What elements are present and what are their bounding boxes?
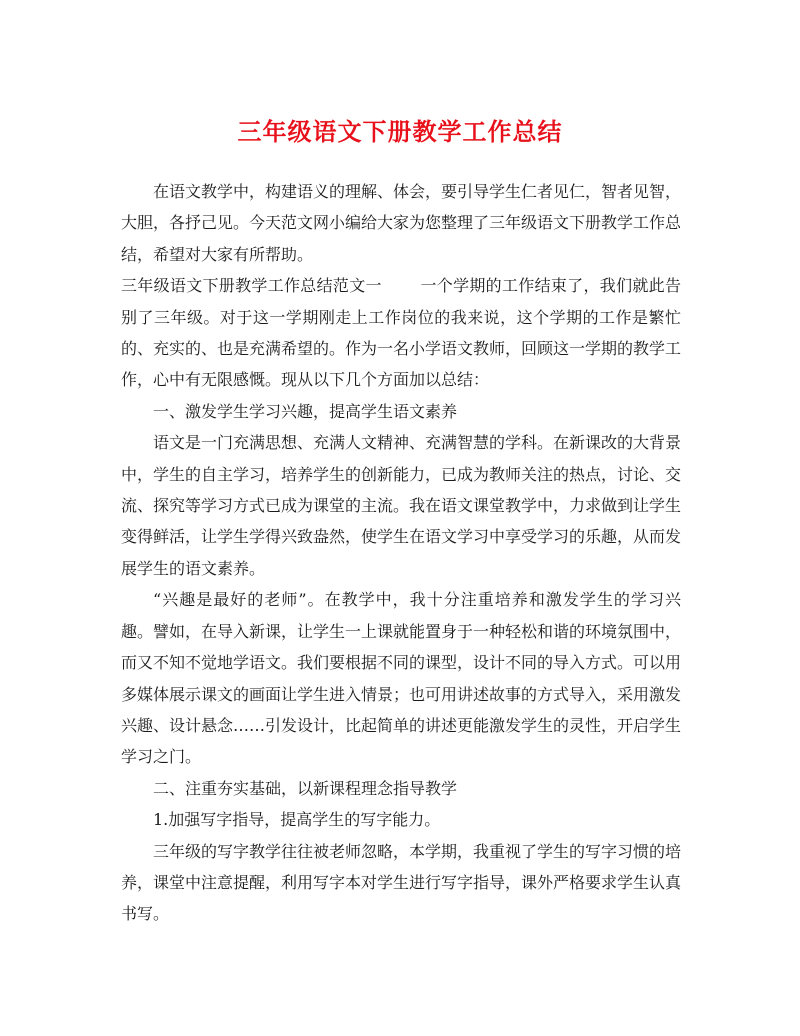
intro-paragraph: 在语文教学中，构建语义的理解、体会，要引导学生仁者见仁，智者见智，大胆，各抒己见。今天范文网小编给大家为您整理了三年级语文下册教学工作总结，希望对大家有所帮助。	[121, 182, 682, 264]
document-title: 三年级语文下册教学工作总结	[237, 117, 563, 146]
section2-heading: 二、注重夯实基础，以新课程理念指导教学	[153, 778, 458, 798]
section1-heading: 一、激发学生学习兴趣，提高学生语文素养	[153, 401, 458, 421]
document-body	[121, 176, 681, 930]
section2-item-1: 1.加强写字指导，提高学生的写字能力。	[153, 810, 441, 830]
section1-paragraph-1: 语文是一门充满思想、充满人文精神、充满智慧的学科。在新课改的大背景中，学生的自主学习，培养学生的创新能力，已成为教师关注的热点，讨论、交流、探究等学习方式已成为课堂的主流。我在语文课堂教学中，力求做到让学生变得鲜活，让学生学得兴致盎然，使学生在语文学习中享受学习的乐趣，从而发展学生的语文素养。	[121, 433, 682, 578]
sample-heading: 三年级语文下册教学工作总结范文一	[121, 276, 382, 296]
section1-paragraph-2: “兴趣是最好的老师”。在教学中，我十分注重培养和激发学生的学习兴趣。譬如，在导入新课，让学生一上课就能置身于一种轻松和谐的环境氛围中，而又不知不觉地学语文。我们要根据不同的课型，设计不同的导入方式。可以用多媒体展示课文的画面让学生进入情景；也可用讲述故事的方式导入，采用激发兴趣、设计悬念……引发设计，比起简单的讲述更能激发学生的灵性，开启学生学习之门。	[121, 590, 682, 767]
section2-paragraph-1: 三年级的写字教学往往被老师忽略，本学期，我重视了学生的写字习惯的培养，课堂中注意提醒，利用写字本对学生进行写字指导，课外严格要求学生认真书写。	[121, 841, 682, 924]
sample-start-text: 一个学期的工作结束了，我们就此告别了三年级。对于这一学期刚走上工作岗位的我来说，这个学期的工作是繁忙的、充实的、也是充满希望的。作为一名小学语文教师，回顾这一学期的教学工作，心中有无限感慨。现从以下几个方面加以总结：	[121, 276, 682, 390]
sample-paragraph	[121, 270, 681, 396]
